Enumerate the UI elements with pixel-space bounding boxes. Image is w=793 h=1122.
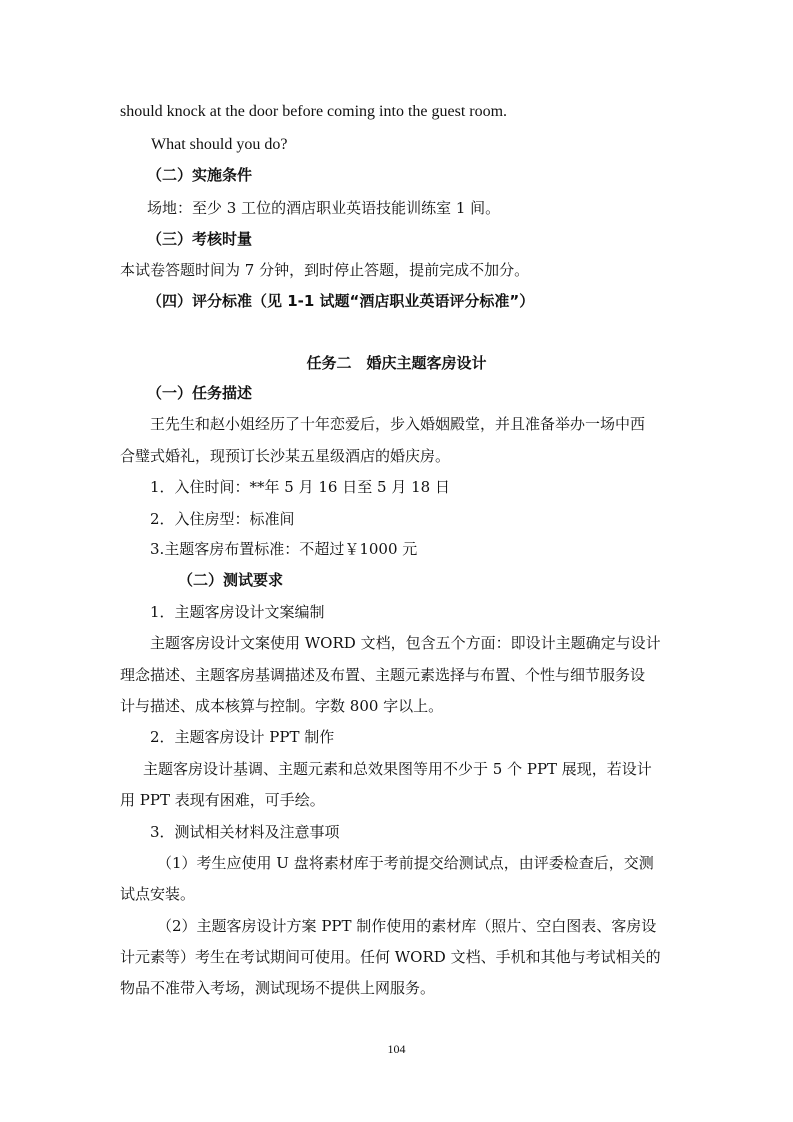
body-line: 场地：至少 3 工位的酒店职业英语技能训练室 1 间。 (147, 199, 501, 217)
body-line: What should you do? (151, 136, 288, 153)
body-line: should knock at the door before coming into the guest room. (120, 103, 508, 120)
body-line: 合璧式婚礼，现预订长沙某五星级酒店的婚庆房。 (120, 447, 451, 465)
body-line: 计元素等）考生在考试期间可使用。任何 WORD 文档、手机和其他与考试相关的 (120, 948, 661, 966)
body-line: 本试卷答题时间为 7 分钟，到时停止答题，提前完成不加分。 (120, 261, 530, 279)
list-item: 3.主题客房布置标准：不超过￥1000 元 (150, 540, 418, 558)
subheading: 3．测试相关材料及注意事项 (150, 823, 340, 841)
list-item: 2．入住房型：标准间 (150, 510, 295, 528)
section-heading: （四）评分标准（见 1-1 试题“酒店职业英语评分标准”） (147, 292, 535, 310)
section-heading: （一）任务描述 (147, 384, 253, 402)
body-line: 王先生和赵小姐经历了十年恋爱后，步入婚姻殿堂，并且准备举办一场中西 (150, 415, 646, 433)
body-line: 主题客房设计文案使用 WORD 文档，包含五个方面：即设计主题确定与设计 (150, 634, 661, 652)
body-line: 用 PPT 表现有困难，可手绘。 (120, 791, 325, 809)
subheading: 1．主题客房设计文案编制 (150, 603, 325, 621)
section-heading: （三）考核时量 (147, 230, 253, 248)
body-line: 物品不准带入考场，测试现场不提供上网服务。 (120, 979, 436, 997)
body-line: 计与描述、成本核算与控制。字数 800 字以上。 (120, 697, 444, 715)
body-line: 主题客房设计基调、主题元素和总效果图等用不少于 5 个 PPT 展现，若设计 (143, 760, 652, 778)
list-item: 1．入住时间：**年 5 月 16 日至 5 月 18 日 (150, 478, 450, 496)
body-line: （2）主题客房设计方案 PPT 制作使用的素材库（照片、空白图表、客房设 (157, 917, 657, 935)
body-line: （1）考生应使用 U 盘将素材库于考前提交给测试点，由评委检查后，交测 (157, 854, 654, 872)
page-number: 104 (387, 1042, 406, 1056)
section-heading: （二）测试要求 (178, 571, 284, 589)
subheading: 2．主题客房设计 PPT 制作 (150, 728, 335, 746)
section-heading: （二）实施条件 (147, 166, 253, 184)
task-title: 任务二 婚庆主题客房设计 (306, 354, 487, 372)
body-line: 试点安装。 (120, 885, 196, 903)
body-line: 理念描述、主题客房基调描述及布置、主题元素选择与布置、个性与细节服务设 (120, 666, 646, 684)
